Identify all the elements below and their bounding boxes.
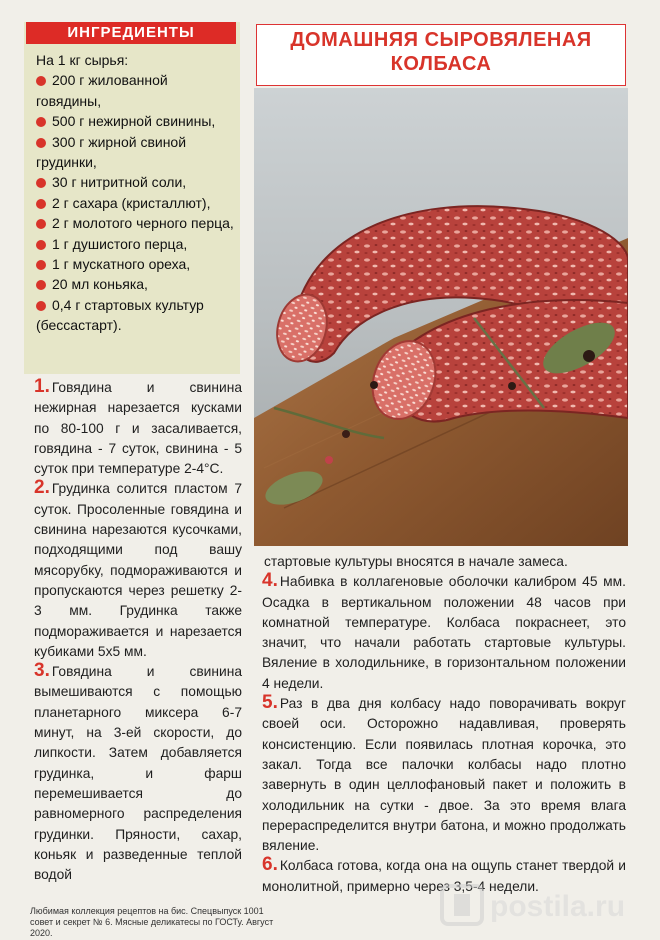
step-3: 3. Говядина и свинина вымешиваются с помощью планетарного миксера 6-7 минут, на 3-ей скорости, до липкости. Затем добавляется грудинка, и фарш перемешивается до равномерного распределения грудинки. Пряности, сахар, коньяк и разведенные теплой водой [34, 660, 242, 883]
bullet-icon [36, 199, 46, 209]
publication-footer [30, 906, 290, 939]
bullet-icon [36, 76, 46, 86]
footer-line: совет и секрет № 6. Мясные деликатесы по ГОСТу. Август 2020. [30, 917, 274, 938]
step-5: 5. Раз в два дня колбасу надо поворачивать вокруг своей оси. Осторожно надавливая, проверять консистенцию. Если появилась плотная корочка, это закал. Тогда все палочки колбасы надо плотно завернуть в один целлофановый пакет и положить в холодильник на сутки - двое. За это время влага перераспределится внутри батона, и можно продолжать вяление. [262, 692, 626, 854]
bullet-icon [36, 301, 46, 311]
steps-right-column [262, 552, 626, 897]
ingredient-item: 2 г сахара (кристаллют), [36, 193, 236, 213]
ingredient-item: 1 г мускатного ореха, [36, 254, 236, 274]
step-6: 6. Колбаса готова, когда она на ощупь станет твердой и монолитной, примерно через 3,5-4 недели. [262, 854, 626, 894]
step-2: 2. Грудинка солится пластом 7 суток. Просоленные говядина и свинина нарезаются кусочками, подходящими под вашу мясорубку, подмораживаются и пропускаются через решетку 2-3 мм. Грудинка также подмораживается и нарезается кубиками 5х5 мм. [34, 477, 242, 659]
ingredient-item: 2 г молотого черного перца, [36, 213, 236, 233]
sausage-photo [254, 88, 628, 546]
footer-line: Любимая коллекция рецептов на бис. Спецвыпуск 1001 [30, 906, 264, 916]
step-4: 4. Набивка в коллагеновые оболочки калибром 45 мм. Осадка в вертикальном положении 48 часов при комнатной температуре. Колбаса покраснеет, это значит, что начали работать стартовые культуры. Вяление в холодильнике, в горизонтальном положении 4 недели. [262, 570, 626, 691]
step-1: 1. Говядина и свинина нежирная нарезается кусками по 80-100 г и засаливается, говядина - 7 суток, свинина - 5 суток при температуре 2-4°С. [34, 376, 242, 477]
svg-text:postila.ru: postila.ru [490, 890, 626, 923]
ingredient-item: 30 г нитритной соли, [36, 172, 236, 192]
bullet-icon [36, 219, 46, 229]
ingredients-intro: На 1 кг сырья: [36, 52, 129, 68]
ingredient-item: 200 г жилованной говядины, [36, 72, 168, 109]
ingredients-header: ИНГРЕДИЕНТЫ [26, 22, 236, 44]
bullet-icon [36, 260, 46, 270]
bullet-icon [36, 178, 46, 188]
ingredient-item: 20 мл коньяка, [36, 274, 236, 294]
bullet-icon [36, 240, 46, 250]
ingredient-item: 0,4 г стартовых культур (бессастарт). [36, 296, 204, 334]
ingredients-list [36, 50, 236, 336]
postila-watermark-logo [440, 880, 654, 930]
steps-left-column [34, 378, 242, 885]
recipe-title: ДОМАШНЯЯ СЫРОВЯЛЕНАЯ КОЛБАСА [290, 29, 592, 75]
step-3-continued: стартовые культуры вносятся в начале замеса. [264, 554, 568, 569]
bullet-icon [36, 117, 46, 127]
ingredient-item: 300 г жирной свиной грудинки, [36, 133, 187, 171]
bullet-icon [36, 138, 46, 148]
ingredient-item: 500 г нежирной свинины, [36, 111, 236, 131]
bullet-icon [36, 280, 46, 290]
ingredient-item: 1 г душистого перца, [36, 234, 236, 254]
